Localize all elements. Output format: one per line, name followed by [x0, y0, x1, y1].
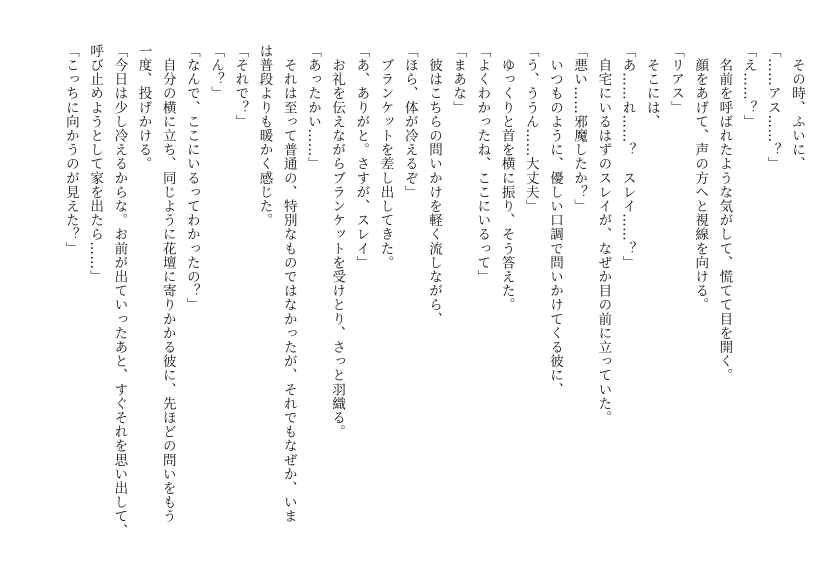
text-line: 「う、ううん……大丈夫」 [522, 44, 539, 214]
text-line: それは至って普通の、特別なものではなかったが、それでもなぜか、いま [280, 44, 297, 524]
text-line: 彼はこちらの問いかけを軽く流しながら、 [425, 44, 442, 326]
text-line: は普段よりも暖かく感じた。 [256, 44, 273, 228]
text-line: 「……アス……？」 [764, 44, 781, 171]
text-line: 呼び止めようとして家を出たら……」 [87, 44, 104, 284]
text-line: そこには、 [643, 44, 660, 129]
text-line: 「なんで、ここにいるってわかったの？」 [183, 44, 200, 312]
text-line: 「ん？」 [208, 44, 225, 101]
text-line: ゆっくりと首を横に振り、そう答えた。 [498, 44, 515, 312]
text-line: 「あ……れ……？ スレイ……？」 [619, 44, 636, 270]
text-line: 「あ、ありがと。さすが、スレイ」 [353, 44, 370, 270]
text-line: お礼を伝えながらブランケットを受けとり、さっと羽織る。 [329, 44, 346, 439]
text-line: 自分の横に立ち、同じように花壇に寄りかかる彼に、先ほどの問いをもう [159, 44, 176, 524]
text-line: 「それで？」 [232, 44, 249, 129]
text-line: 名前を呼ばれたような気がして、慌てて目を開く。 [716, 44, 733, 383]
text-line: いつものように、優しい口調で問いかけてくる彼に、 [546, 44, 563, 397]
text-line: 「え……？」 [740, 44, 757, 129]
text-line: 「こっちに向かうのが見えた？」 [62, 44, 79, 256]
text-line: 「まあな」 [450, 44, 467, 115]
text-line: 一度、投げかける。 [135, 44, 152, 171]
text-line: 「ほら、体が冷えるぞ」 [401, 44, 418, 200]
text-line: 「よくわかったね、ここにいるって」 [474, 44, 491, 284]
text-line: 「今日は少し冷えるからな。お前が出ていったあと、すぐそれを思い出して、 [111, 44, 128, 538]
text-line: その時、ふいに、 [789, 44, 805, 171]
vertical-text-body [59, 44, 809, 554]
text-line: 「あったかい……」 [304, 44, 321, 171]
text-line: ブランケットを差し出してきた。 [377, 44, 394, 270]
text-line: 「リアス」 [667, 44, 684, 115]
text-line: 自宅にいるはずのスレイが、なぜか目の前に立っていた。 [595, 44, 612, 425]
text-line: 「悪い……邪魔したか？」 [571, 44, 588, 214]
text-line: 顔をあげて、声の方へと視線を向ける。 [692, 44, 709, 312]
